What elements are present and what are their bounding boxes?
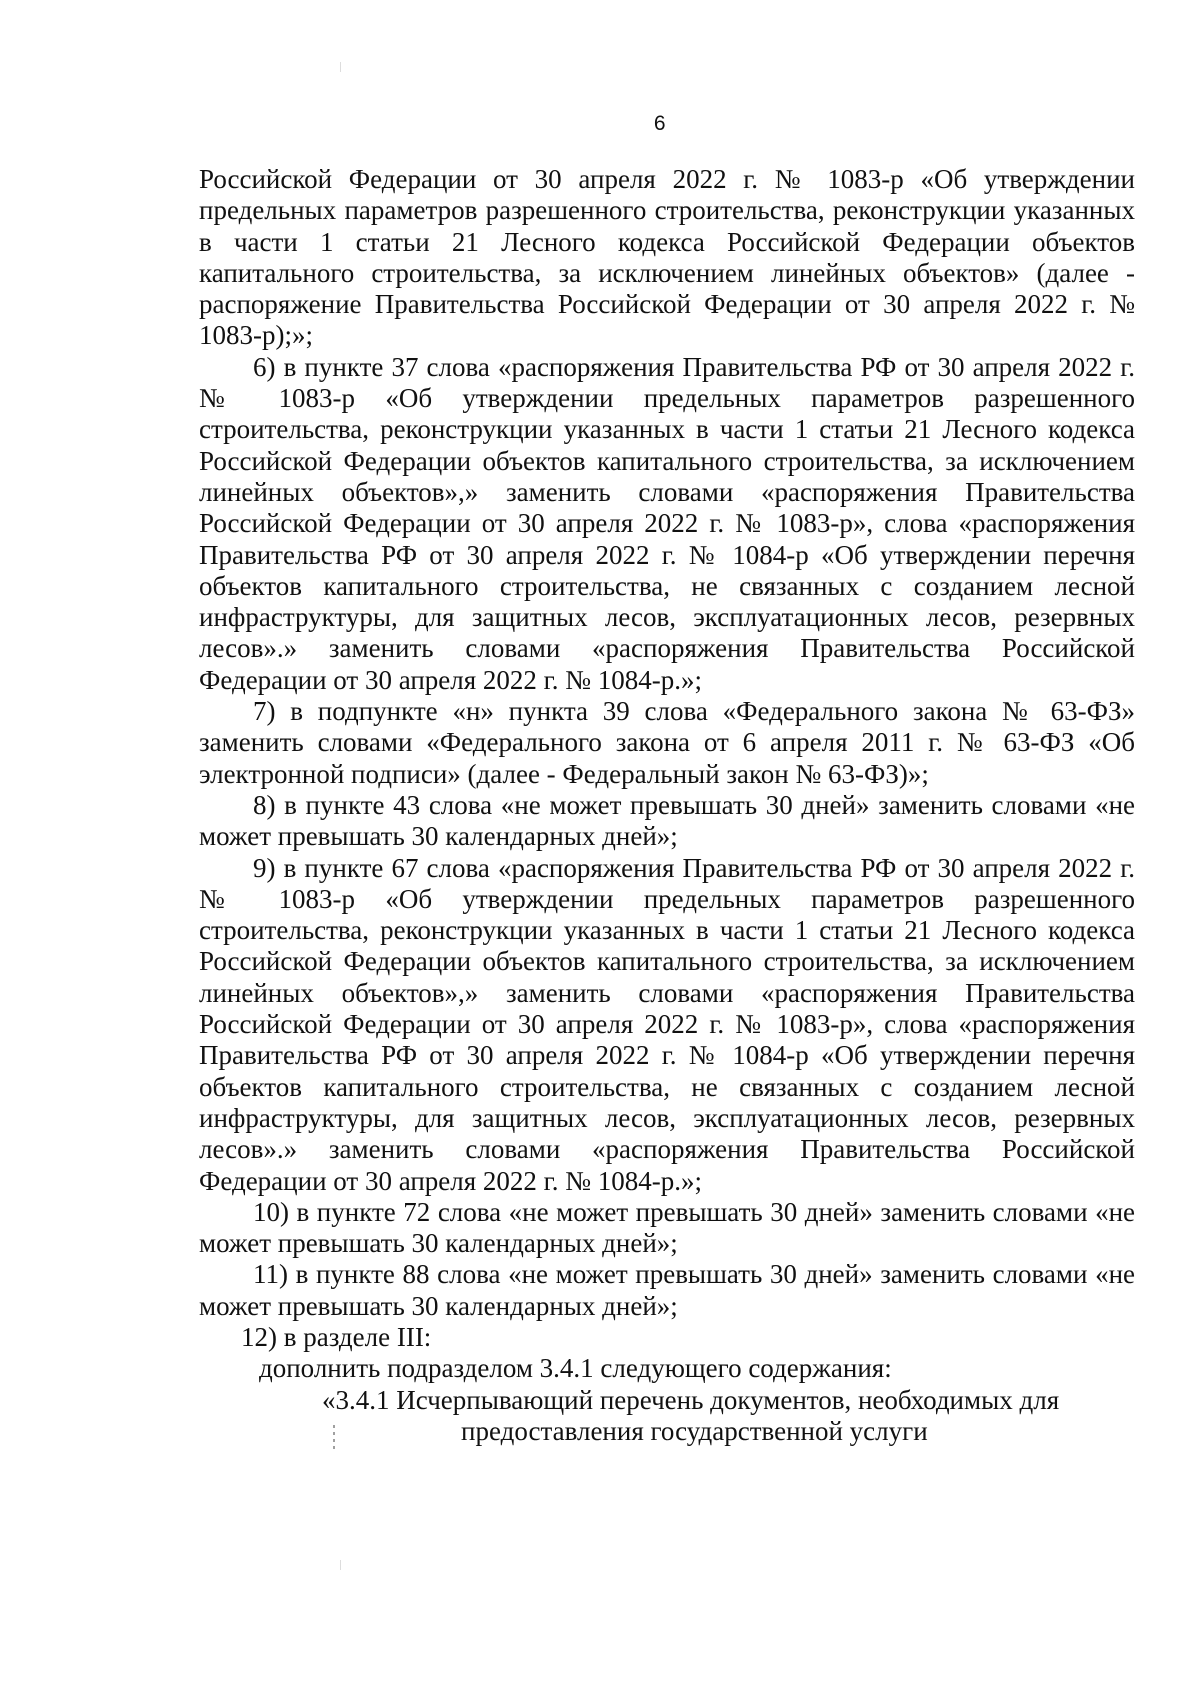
paragraph-continuation: Российской Федерации от 30 апреля 2022 г. № 1083-р «Об утверждении предельных параметров разрешенного строительства, реконструкции указанных в части 1 статьи 21 Лесного кодекса Российской Федерации объектов капитального строительства, за исключением линейных объектов» (далее - распоряжение Правительства Российской Федерации от 30 апреля 2022 г. № 1083-р);»; bbox=[199, 164, 1135, 351]
paragraph-item-9: 9) в пункте 67 слова «распоряжения Правительства РФ от 30 апреля 2022 г. № 1083-р «Об утверждении предельных параметров разрешенного строительства, реконструкции указанных в части 1 статьи 21 Лесного кодекса Российской Федерации объектов капитального строительства, за исключением линейных объектов»,» заменить словами «распоряжения Правительства Российской Федерации от 30 апреля 2022 г. № 1083-р», слова «распоряжения Правительства РФ от 30 апреля 2022 г. № 1084-р «Об утверждении перечня объектов капитального строительства, не связанных с созданием лесной инфраструктуры, для защитных лесов, эксплуатационных лесов, резервных лесов».» заменить словами «распоряжения Правительства Российской Федерации от 30 апреля 2022 г. № 1084-р.»; bbox=[199, 852, 1135, 1196]
scan-artifact-speck bbox=[340, 62, 341, 72]
subsection-heading-line-1: «3.4.1 Исчерпывающий перечень документов, необходимых для bbox=[322, 1384, 1060, 1415]
subsection-heading-line-2: предоставления государственной услуги bbox=[461, 1415, 928, 1446]
paragraph-item-8: 8) в пункте 43 слова «не может превышать 30 дней» заменить словами «не может превышать 30 календарных дней»; bbox=[199, 789, 1135, 852]
scan-artifact-speck bbox=[340, 1560, 341, 1570]
paragraph-item-6: 6) в пункте 37 слова «распоряжения Правительства РФ от 30 апреля 2022 г. № 1083-р «Об утверждении предельных параметров разрешенного строительства, реконструкции указанных в части 1 статьи 21 Лесного кодекса Российской Федерации объектов капитального строительства, за исключением линейных объектов»,» заменить словами «распоряжения Правительства Российской Федерации от 30 апреля 2022 г. № 1083-р», слова «распоряжения Правительства РФ от 30 апреля 2022 г. № 1084-р «Об утверждении перечня объектов капитального строительства, не связанных с созданием лесной инфраструктуры, для защитных лесов, эксплуатационных лесов, резервных лесов».» заменить словами «распоряжения Правительства Российской Федерации от 30 апреля 2022 г. № 1084-р.»; bbox=[199, 351, 1135, 695]
paragraph-item-12: 12) в разделе III: bbox=[241, 1321, 432, 1352]
paragraph-item-7: 7) в подпункте «н» пункта 39 слова «Федерального закона № 63-ФЗ» заменить словами «Федерального закона от 6 апреля 2011 г. № 63-ФЗ «Об электронной подписи» (далее - Федеральный закон № 63-ФЗ)»; bbox=[199, 696, 1135, 789]
page-number: 6 bbox=[653, 112, 667, 135]
paragraph-item-10: 10) в пункте 72 слова «не может превышать 30 дней» заменить словами «не может превышать 30 календарных дней»; bbox=[199, 1196, 1135, 1259]
paragraph-add-subsection: дополнить подразделом 3.4.1 следующего содержания: bbox=[259, 1353, 892, 1384]
paragraph-item-11: 11) в пункте 88 слова «не может превышать 30 дней» заменить словами «не может превышать 30 календарных дней»; bbox=[199, 1259, 1135, 1321]
document-body bbox=[199, 164, 1135, 1447]
scan-artifact-mark bbox=[333, 1425, 335, 1451]
